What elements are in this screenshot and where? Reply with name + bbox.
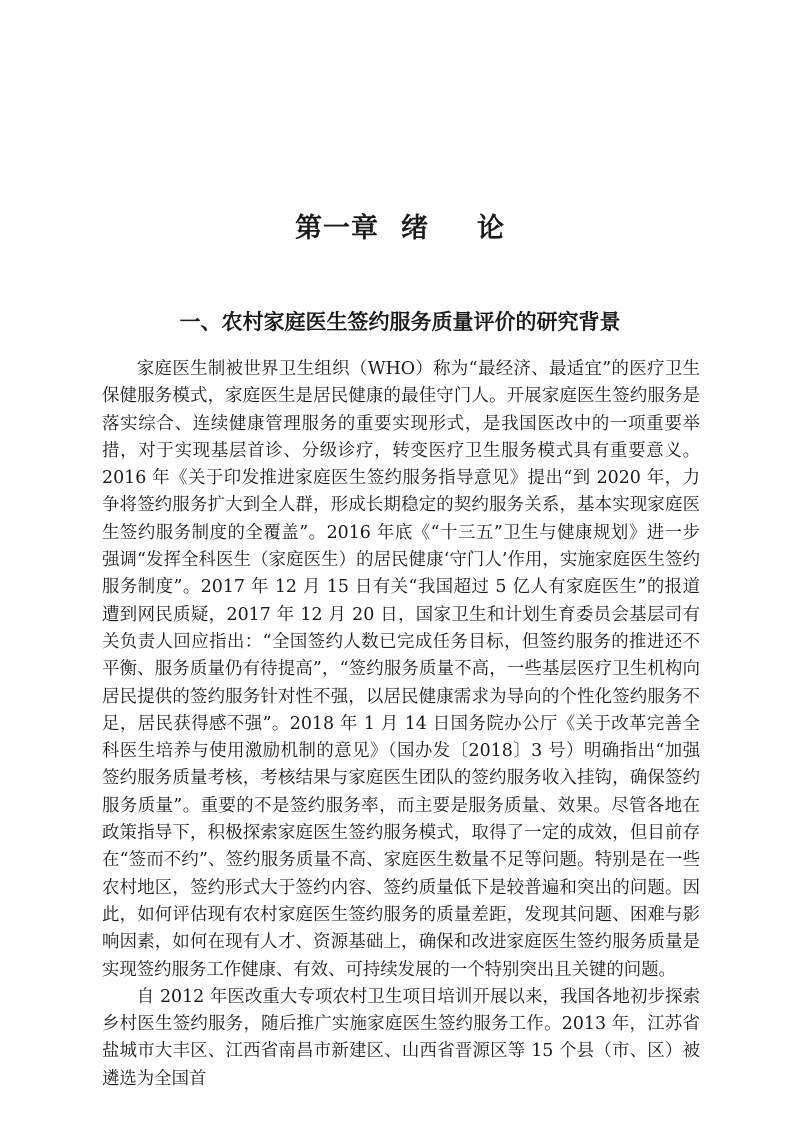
chapter-label: 第一章 xyxy=(295,213,379,244)
paragraph-1: 家庭医生制被世界卫生组织（WHO）称为“最经济、最适宜”的医疗卫生保健服务模式，家庭医生是居民健康的最佳守门人。开展家庭医生签约服务是落实综合、连续健康管理服务的重要实现形式，是我国医改中的一项重要举措，对于实现基层首诊、分级诊疗，转变医疗卫生服务模式具有重要意义。2016 年《关于印发推进家庭医生签约服务指导意见》提出“到 2020 年，力争将签约服务扩大到全人群，形成长期稳定的契约服务关系，基本实现家庭医生签约服务制度的全覆盖”。2016 年底《“十三五”卫生与健康规划》进一步强调“发挥全科医生（家庭医生）的居民健康‘守门人’作用，实施家庭医生签约服务制度”。2017 年 12 月 15 日有关“我国超过 5 亿人有家庭医生”的报道遭到网民质疑，2017 年 12 月 20 日，国家卫生和计划生育委员会基层司有关负责人回应指出：“全国签约人数已完成任务目标，但签约服务的推进还不平衡、服务质量仍有待提高”，“签约服务质量不高，一些基层医疗卫生机构向居民提供的签约服务针对性不强，以居民健康需求为导向的个性化签约服务不足，居民获得感不强”。2018 年 1 月 14 日国务院办公厅《关于改革完善全科医生培养与使用激励机制的意见》（国办发〔2018〕3 号）明确指出“加强签约服务质量考核，考核结果与家庭医生团队的签约服务收入挂钩，确保签约服务质量”。重要的不是签约服务率，而主要是服务质量、效果。尽管各地在政策指导下，积极探索家庭医生签约服务模式，取得了一定的成效，但目前存在“签而不约”、签约服务质量不高、家庭医生数量不足等问题。特别是在一些农村地区，签约形式大于签约内容、签约质量低下是较普遍和突出的问题。因此，如何评估现有农村家庭医生签约服务的质量差距，发现其问题、困难与影响因素，如何在现有人才、资源基础上，确保和改进家庭医生签约服务质量是实现签约服务工作健康、有效、可持续发展的一个特别突出且关键的问题。 xyxy=(102,359,700,980)
chapter-title xyxy=(0,206,800,245)
body-text xyxy=(102,356,700,1093)
paragraph-2: 自 2012 年医改重大专项农村卫生项目培训开展以来，我国各地初步探索乡村医生签约服务，随后推广实施家庭医生签约服务工作。2013 年，江苏省盐城市大丰区、江西省南昌市新建区、山西省晋源区等 15 个县（市、区）被遴选为全国首 xyxy=(102,986,700,1089)
chapter-title-char-2: 论 xyxy=(477,213,505,244)
chapter-title-char-1: 绪 xyxy=(401,213,429,244)
section-title: 一、农村家庭医生签约服务质量评价的研究背景 xyxy=(179,310,621,334)
